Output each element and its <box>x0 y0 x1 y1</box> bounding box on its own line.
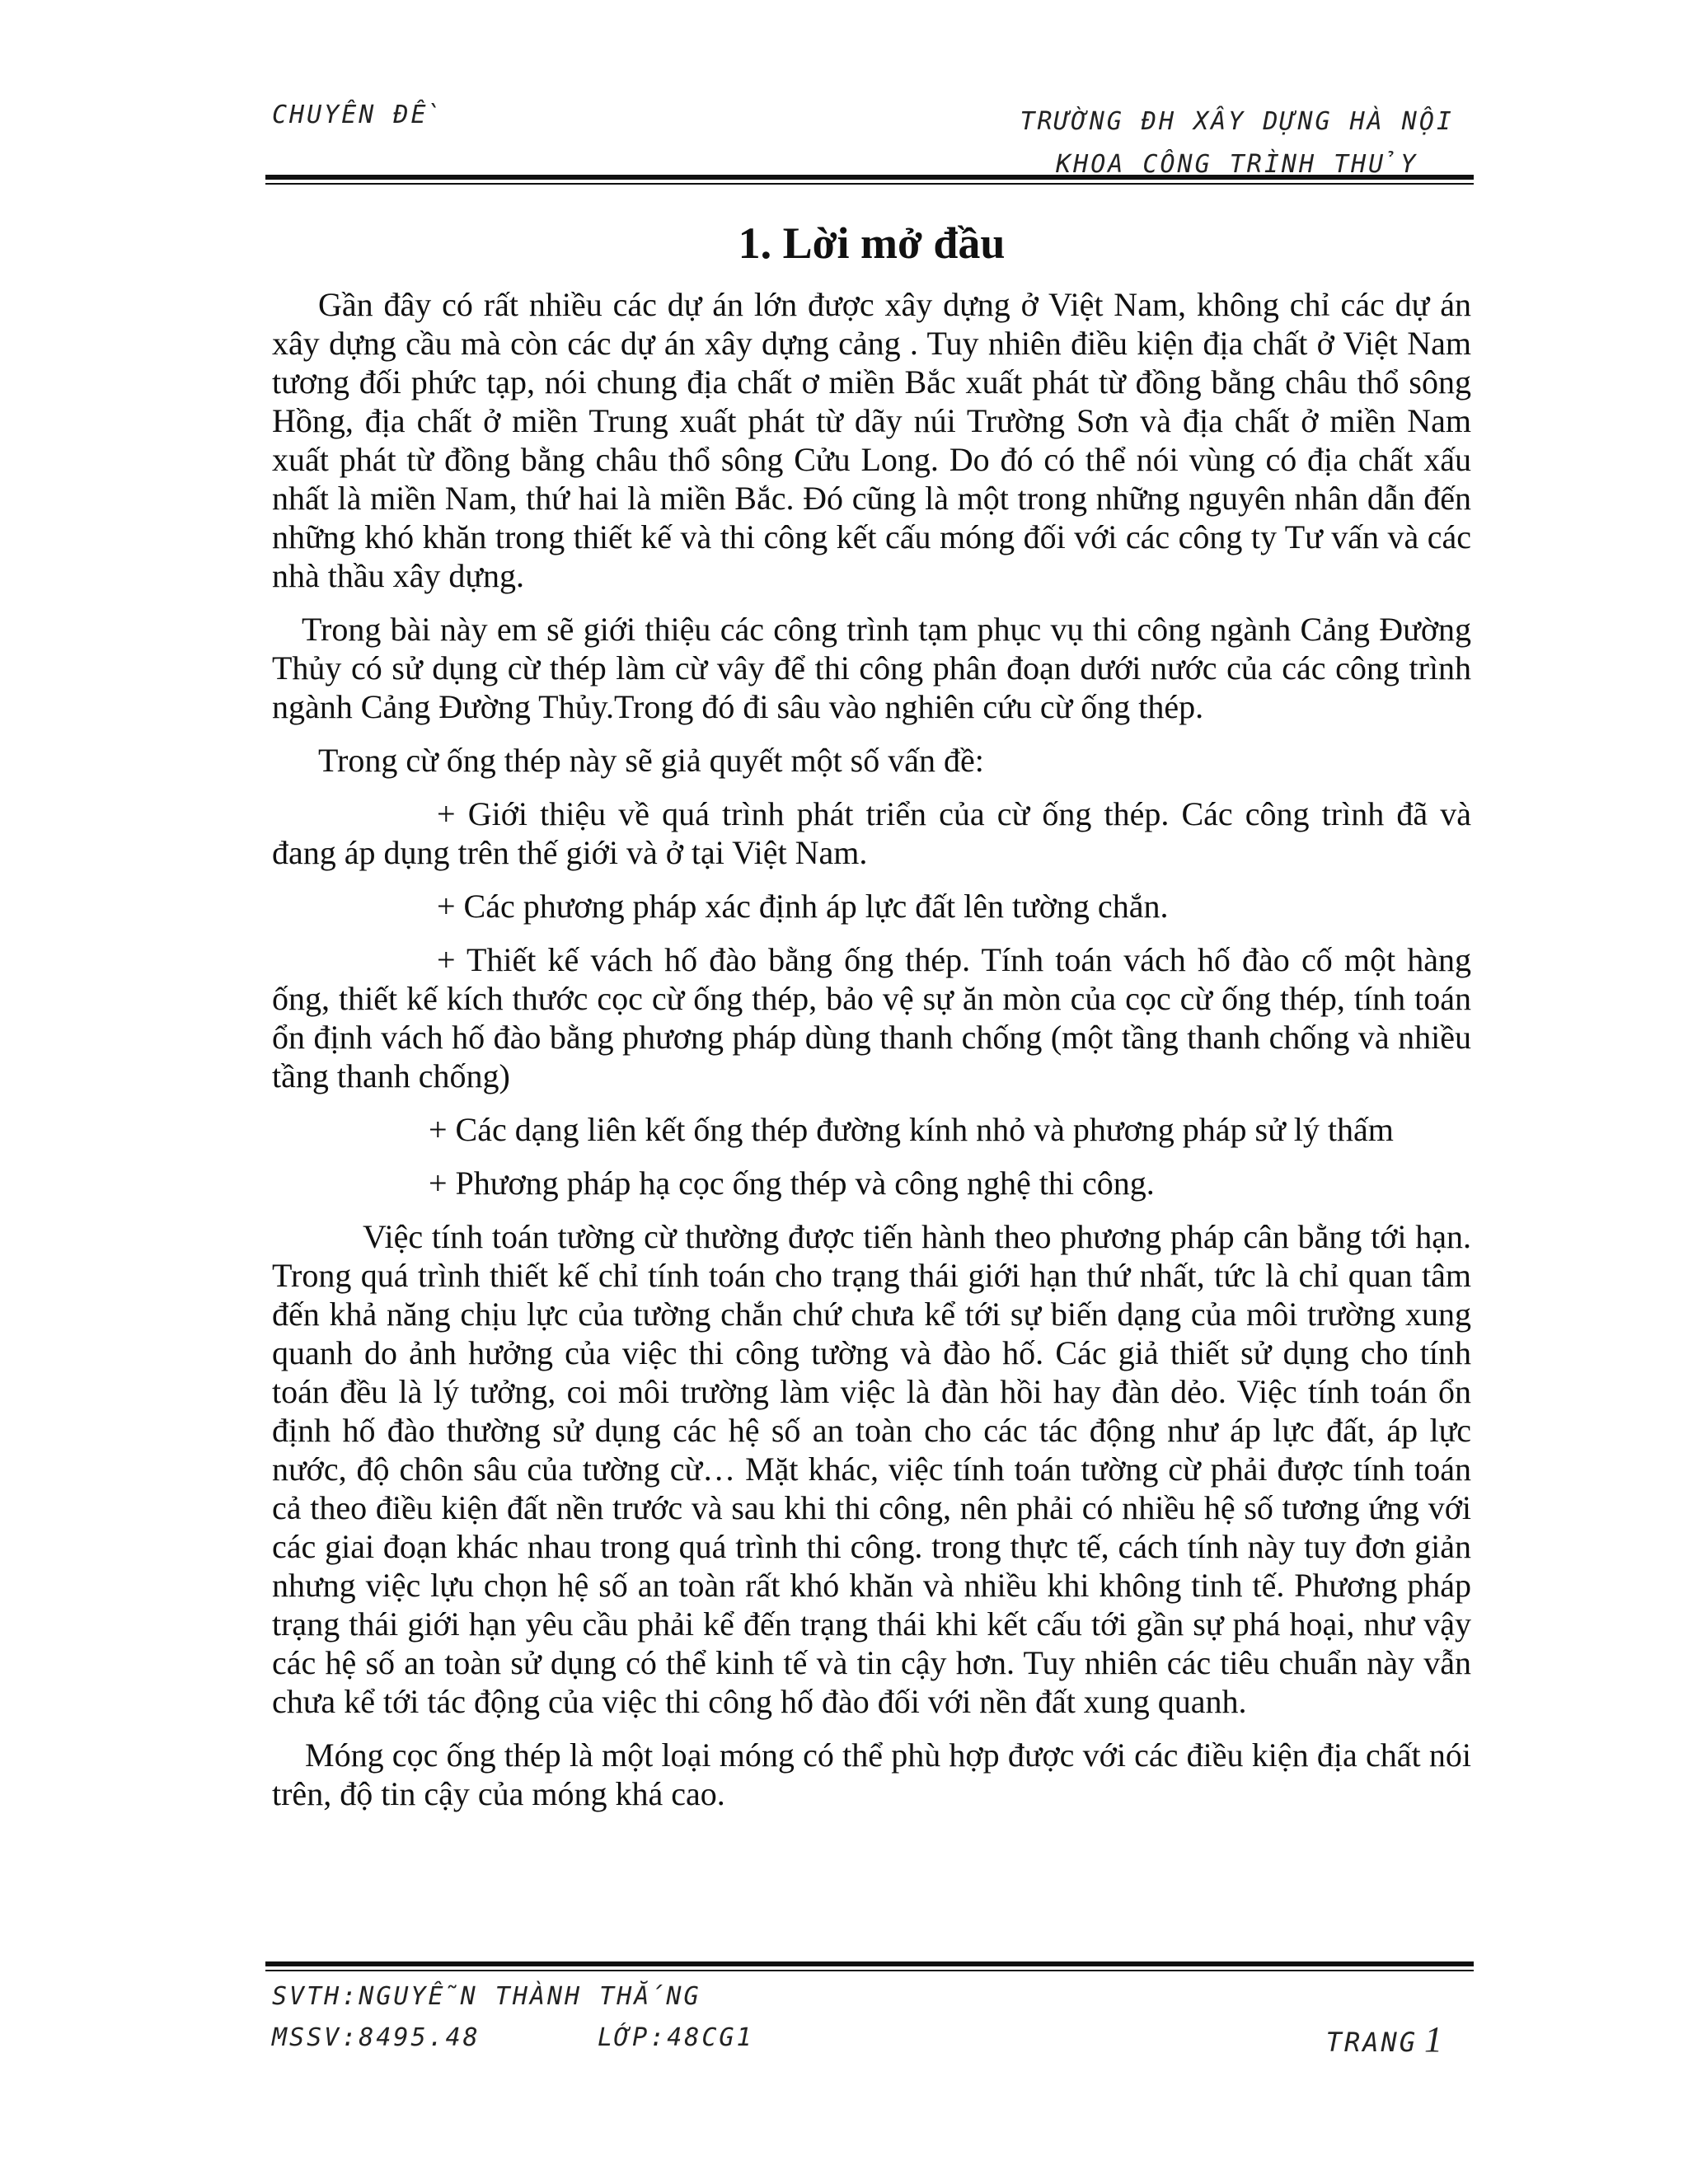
document-body <box>272 198 1471 1828</box>
list-item-history: + Giới thiệu về quá trình phát triển của cừ ống thép. Các công trình đã và đang áp dụng trên thế giới và ở tại Việt Nam. <box>272 795 1471 871</box>
paragraph-issues-intro: Trong cừ ống thép này sẽ giả quyết một số vấn đề: <box>318 742 984 779</box>
page-title: 1. Lời mở đầu <box>738 218 1006 268</box>
list-item-earth-pressure: + Các phương pháp xác định áp lực đất lên tường chắn. <box>437 888 1169 925</box>
page-number: 1 <box>1424 2019 1442 2060</box>
footer-info-row <box>272 2019 1471 2060</box>
footer-page <box>1326 2018 1442 2060</box>
paragraph-calculation: Việc tính toán tường cừ thường được tiến hành theo phương pháp cân bằng tới hạn. Trong quá trình thiết kế chỉ tính toán cho trạng thái giới hạn thứ nhất, tức là chỉ quan tâm đến khả năng chịu lực của tường chắn chứ chưa kể tới sự biến dạng của môi trường xung quanh do ảnh hưởng của việc thi công tường và đào hố. Các giả thiết sử dụng cho tính toán đều là lý tưởng, coi môi trường làm việc là đàn hồi hay đàn dẻo. Việc tính toán ổn định hố đào thường sử dụng các hệ số an toàn cho các tác động như áp lực đất, áp lực nước, độ chôn sâu của tường cừ… Mặt khác, việc tính toán tường cừ phải được tính toán cả theo điều kiện đất nền trước và sau khi thi công, nên phải có nhiều hệ số tương ứng với các giai đoạn khác nhau trong quá trình thi công. trong thực tế, cách tính này tuy đơn giản nhưng việc lựu chọn hệ số an toàn rất khó khăn và nhiều khi không tinh tế. Phương pháp trạng thái giới hạn yêu cầu phải kể đến trạng thái khi kết cấu tới gần sự phá hoại, như vậy các hệ số an toàn sử dụng có thể kinh tế và tin cậy hơn. Tuy nhiên các tiêu chuẩn này vẫn chưa kể tới tác động của việc thi công hố đào đối với nền đất xung quanh. <box>272 1218 1471 1720</box>
footer-student-id: MSSV:8495.48 <box>272 2023 481 2052</box>
paragraph-topic: Trong bài này em sẽ giới thiệu các công trình tạm phục vụ thi công ngành Cảng Đường Thủy có sử dụng cừ thép làm cừ vây để thi công phân đoạn dưới nước của các công trình ngành Cảng Đường Thủy.Trong đó đi sâu vào nghiên cứu cừ ống thép. <box>272 611 1471 725</box>
list-item-design: + Thiết kế vách hố đào bằng ống thép. Tính toán vách hố đào cố một hàng ống, thiết kế kích thước cọc cừ ống thép, bảo vệ sự ăn mòn của cọc cừ ống thép, tính toán ổn định vách hố đào bằng phương pháp dùng thanh chống (một tầng thanh chống và nhiều tầng thanh chống) <box>272 941 1471 1094</box>
list-item-connections: + Các dạng liên kết ống thép đường kính nhỏ và phương pháp sử lý thấm <box>429 1111 1394 1148</box>
page-label: TRANG <box>1325 2027 1418 2058</box>
footer-student: SVTH:NGUYỄN THÀNH THẮNG <box>272 1982 701 2011</box>
header-university: TRƯỜNG ĐH XÂY DỰNG HÀ NỘI <box>1020 107 1454 136</box>
footer-divider <box>265 1961 1474 1971</box>
header-faculty: KHOA CÔNG TRÌNH THỦY <box>1056 150 1418 179</box>
header-institution <box>1020 101 1454 186</box>
footer-student-row <box>272 1982 1471 2011</box>
paragraph-intro: Gần đây có rất nhiều các dự án lớn được xây dựng ở Việt Nam, không chỉ các dự án xây dựng cầu mà còn các dự án xây dựng cảng . Tuy nhiên điều kiện địa chất ở Việt Nam tương đối phức tạp, nói chung địa chất ơ miền Bắc xuất phát từ đồng bằng châu thổ sông Hồng, địa chất ở miền Trung xuất phát từ dãy núi Trường Sơn và địa chất ở miền Nam xuất phát từ đồng bằng châu thổ sông Cửu Long. Do đó có thể nói vùng có địa chất xấu nhất là miền Nam, thứ hai là miền Bắc. Đó cũng là một trong những nguyên nhân dẫn đến những khó khăn trong thiết kế và thi công kết cấu móng đối với các công ty Tư vấn và các nhà thầu xây dựng. <box>272 286 1471 594</box>
paragraph-conclusion: Móng cọc ống thép là một loại móng có thể phù hợp được với các điều kiện địa chất nói trên, độ tin cậy của móng khá cao. <box>272 1736 1471 1812</box>
footer-class: LỚP:48CG1 <box>598 2023 754 2052</box>
header-divider <box>265 175 1474 185</box>
list-item-installation: + Phương pháp hạ cọc ống thép và công nghệ thi công. <box>429 1165 1155 1202</box>
header-subject: CHUYÊN ĐỀ <box>272 101 443 129</box>
